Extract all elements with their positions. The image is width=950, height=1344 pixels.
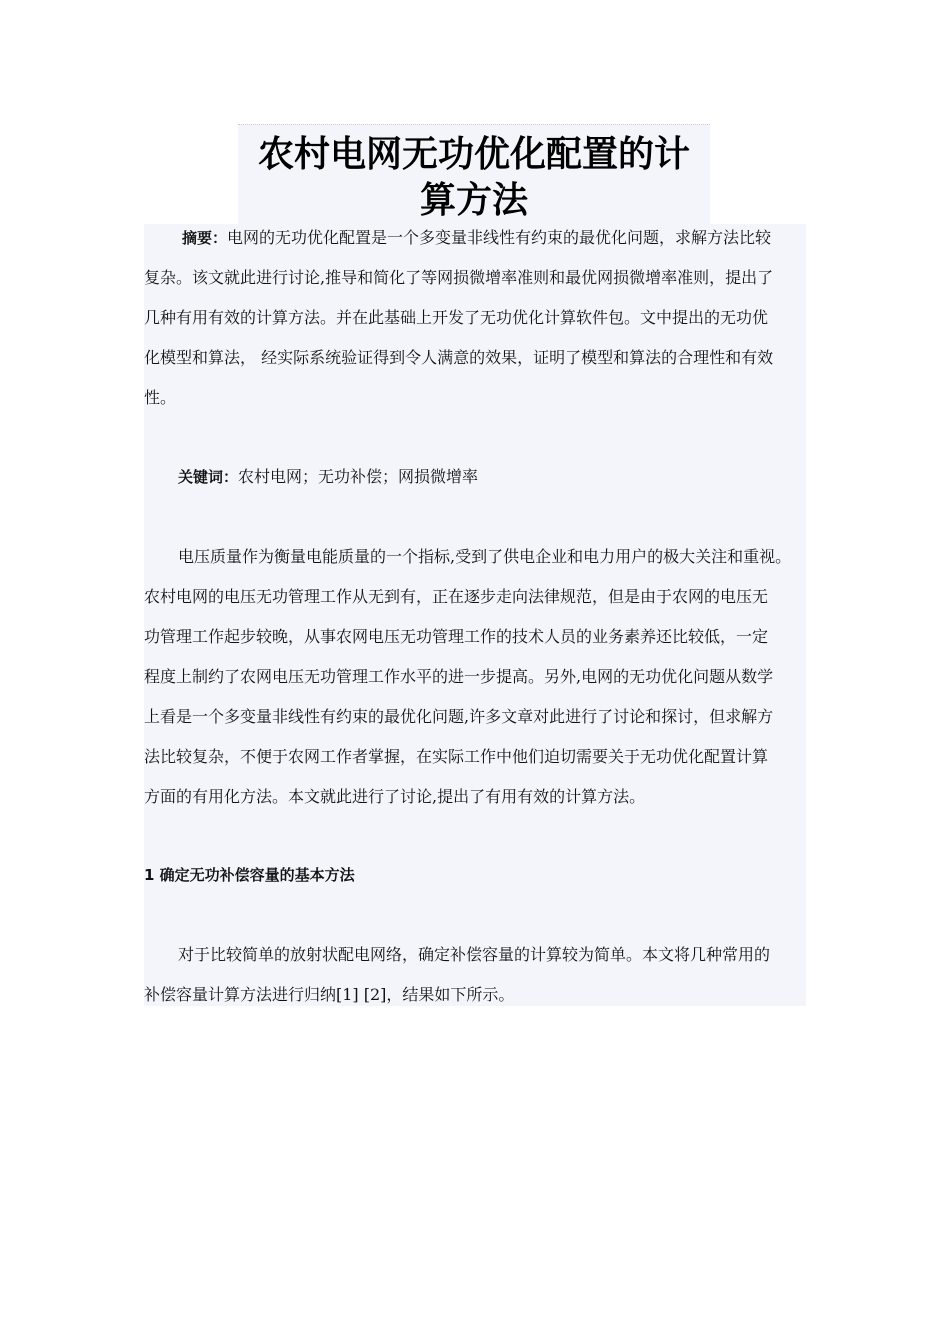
intro-line-7: 方面的有用化方法。本文就此进行了讨论,提出了有用有效的计算方法。 <box>144 787 646 806</box>
abstract-line-5: 性。 <box>144 388 177 407</box>
intro-line-3: 功管理工作起步较晚，从事农网电压无功管理工作的技术人员的业务素养还比较低，一定 <box>144 627 769 646</box>
section-1-line-2: 补偿容量计算方法进行归纳[1] [2]，结果如下所示。 <box>144 985 515 1004</box>
abstract-line-2: 复杂。该文就此进行讨论,推导和简化了等网损微增率准则和最优网损微增率准则，提出了 <box>144 268 774 287</box>
abstract-line-1 <box>182 226 771 250</box>
intro-line-1: 电压质量作为衡量电能质量的一个指标,受到了供电企业和电力用户的极大关注和重视。 <box>178 547 792 566</box>
keywords-line <box>178 465 478 489</box>
document-title-line-1: 农村电网无功优化配置的计 <box>257 134 690 175</box>
abstract-label: 摘要： <box>182 229 228 247</box>
keywords-text: 农村电网；无功补偿；网损微增率 <box>238 467 479 486</box>
document-body <box>144 224 806 1006</box>
section-1-line-1: 对于比较简单的放射状配电网络，确定补偿容量的计算较为简单。本文将几种常用的 <box>178 945 771 964</box>
section-1-heading: 1 确定无功补偿容量的基本方法 <box>144 866 355 884</box>
intro-line-6: 法比较复杂，不便于农网工作者掌握，在实际工作中他们迫切需要关于无功优化配置计算 <box>144 747 769 766</box>
abstract-text: 电网的无功优化配置是一个多变量非线性有约束的最优化问题，求解方法比较 <box>227 228 772 247</box>
intro-line-5: 上看是一个多变量非线性有约束的最优化问题,许多文章对此进行了讨论和探讨，但求解方 <box>144 707 774 726</box>
intro-line-2: 农村电网的电压无功管理工作从无到有，正在逐步走向法律规范，但是由于农网的电压无 <box>144 587 769 606</box>
document-title-line-2: 算方法 <box>419 180 528 221</box>
abstract-line-4: 化模型和算法， 经实际系统验证得到令人满意的效果，证明了模型和算法的合理性和有效 <box>144 348 774 367</box>
intro-line-4: 程度上制约了农网电压无功管理工作水平的进一步提高。另外,电网的无功优化问题从数学 <box>144 667 774 686</box>
keywords-label: 关键词： <box>178 468 239 486</box>
title-block <box>238 124 710 225</box>
abstract-line-3: 几种有用有效的计算方法。并在此基础上开发了无功优化计算软件包。文中提出的无功优 <box>144 308 769 327</box>
